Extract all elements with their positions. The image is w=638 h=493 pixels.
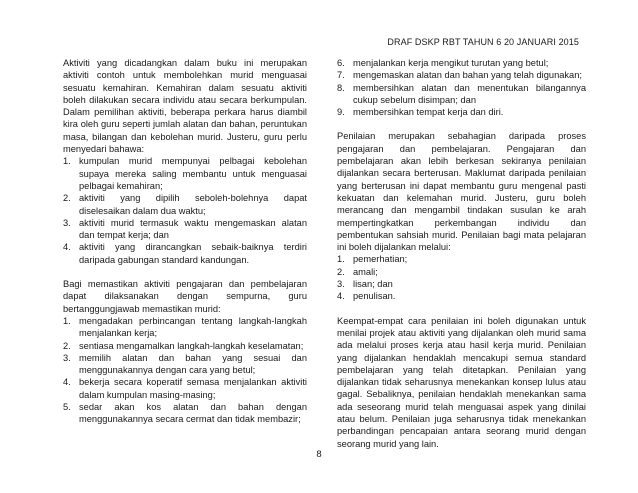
list-item: 2. sentiasa mengamalkan langkah-langkah keselamatan;: [63, 340, 304, 351]
student-responsibility-list-continued: [337, 57, 586, 118]
list-item: 2. aktiviti yang dipilih seboleh-bolehnya dapat diselesaikan dalam dua waktu;: [63, 193, 307, 216]
intro-paragraph: Aktiviti yang dicadangkan dalam buku ini merupakan aktiviti contoh untuk membolehkan murid menguasai sesuatu kemahiran. Kemahiran dalam sesuatu aktiviti boleh dilakukan secara individu atau secara berkumpulan. Dalam pemilihan aktiviti, beberapa perkara harus diambil kira oleh guru seperti jumlah alatan dan bahan, peruntukan masa, bilangan dan kebolehan murid. Justeru, guru perlu menyedari bahawa:: [63, 58, 307, 155]
assessment-paragraph: Penilaian merupakan sebahagian daripada proses pengajaran dan pembelajaran. Pengajaran dan pembelajaran akan lebih berkesan sekiranya penilaian dijalankan secara berterusan. Maklumat daripada penilaian yang berterusan ini dapat membantu guru mengenal pasti kekuatan dan kelemahan murid. Justeru, guru boleh merancang dan mengambil tindakan susulan ke arah mempertingkatkan perkembangan individu dan pembentukan sahsiah murid. Penilaian bagi mata pelajaran ini boleh dijalankan melalui:: [337, 131, 586, 253]
assessment-methods-list: [337, 253, 586, 302]
list-item: 4. bekerja secara koperatif semasa menjalankan aktiviti dalam kumpulan masing-masing;: [63, 377, 307, 400]
list-item: 3. memilih alatan dan bahan yang sesuai dan menggunakannya dengan cara yang betul;: [63, 352, 307, 376]
list-item: 4. aktiviti yang dirancangkan sebaik-baiknya terdiri daripada gabungan standard kandungan.: [63, 242, 307, 265]
list-item: 9. membersihkan tempat kerja dan diri.: [337, 107, 504, 118]
left-column: [63, 57, 307, 426]
list-item: 1. mengadakan perbincangan tentang langkah-langkah menjalankan kerja;: [63, 315, 307, 339]
right-column: [337, 57, 586, 450]
page-number: 8: [316, 449, 322, 460]
assessment-methods-paragraph: Keempat-empat cara penilaian ini boleh digunakan untuk menilai projek atau aktiviti yang dijalankan oleh murid sama ada melalui proses kerja atau hasil kerja murid. Penilaian yang dijalankan hendaklah mencakupi semua standard pembelajaran yang telah ditetapkan. Penilaian yang dijalankan tidak seharusnya menekankan konsep lulus atau gagal. Sebaliknya, penilaian hendaklah menekankan sama ada seseorang murid telah menguasai aspek yang dinilai atau belum. Penilaian juga seharusnya tidak menekankan perbandingan pencapaian antara seorang murid dengan seorang murid yang lain.: [337, 315, 586, 449]
list-item: 5. sedar akan kos alatan dan bahan dengan menggunakannya secara cermat dan tidak membazir;: [63, 402, 307, 425]
list-item: 2. amali;: [337, 266, 378, 277]
list-item: 3. lisan; dan: [337, 279, 393, 290]
list-item: 6. menjalankan kerja mengikut turutan yang betul;: [337, 58, 549, 68]
list-item: 7. mengemaskan alatan dan bahan yang telah digunakan;: [337, 70, 582, 81]
list-item: 1. kumpulan murid mempunyai pelbagai kebolehan supaya mereka saling membantu untuk menguasai pelbagai kemahiran;: [63, 156, 307, 191]
responsibility-paragraph: Bagi memastikan aktiviti pengajaran dan pembelajaran dapat dilaksanakan dengan sempurna, guru bertanggungjawab memastikan murid:: [63, 279, 307, 314]
list-item: 1. pemerhatian;: [337, 254, 408, 265]
list-item: 4. penulisan.: [337, 291, 396, 302]
document-header: DRAF DSKP RBT TAHUN 6 20 JANUARI 2015: [387, 37, 579, 47]
list-item: 8. membersihkan alatan dan menentukan bilangannya cukup sebelum disimpan; dan: [337, 82, 586, 105]
list-item: 3. aktiviti murid termasuk waktu mengemaskan alatan dan tempat kerja; dan: [63, 217, 307, 241]
student-responsibility-list: [63, 315, 307, 426]
teacher-awareness-list: [63, 155, 307, 266]
